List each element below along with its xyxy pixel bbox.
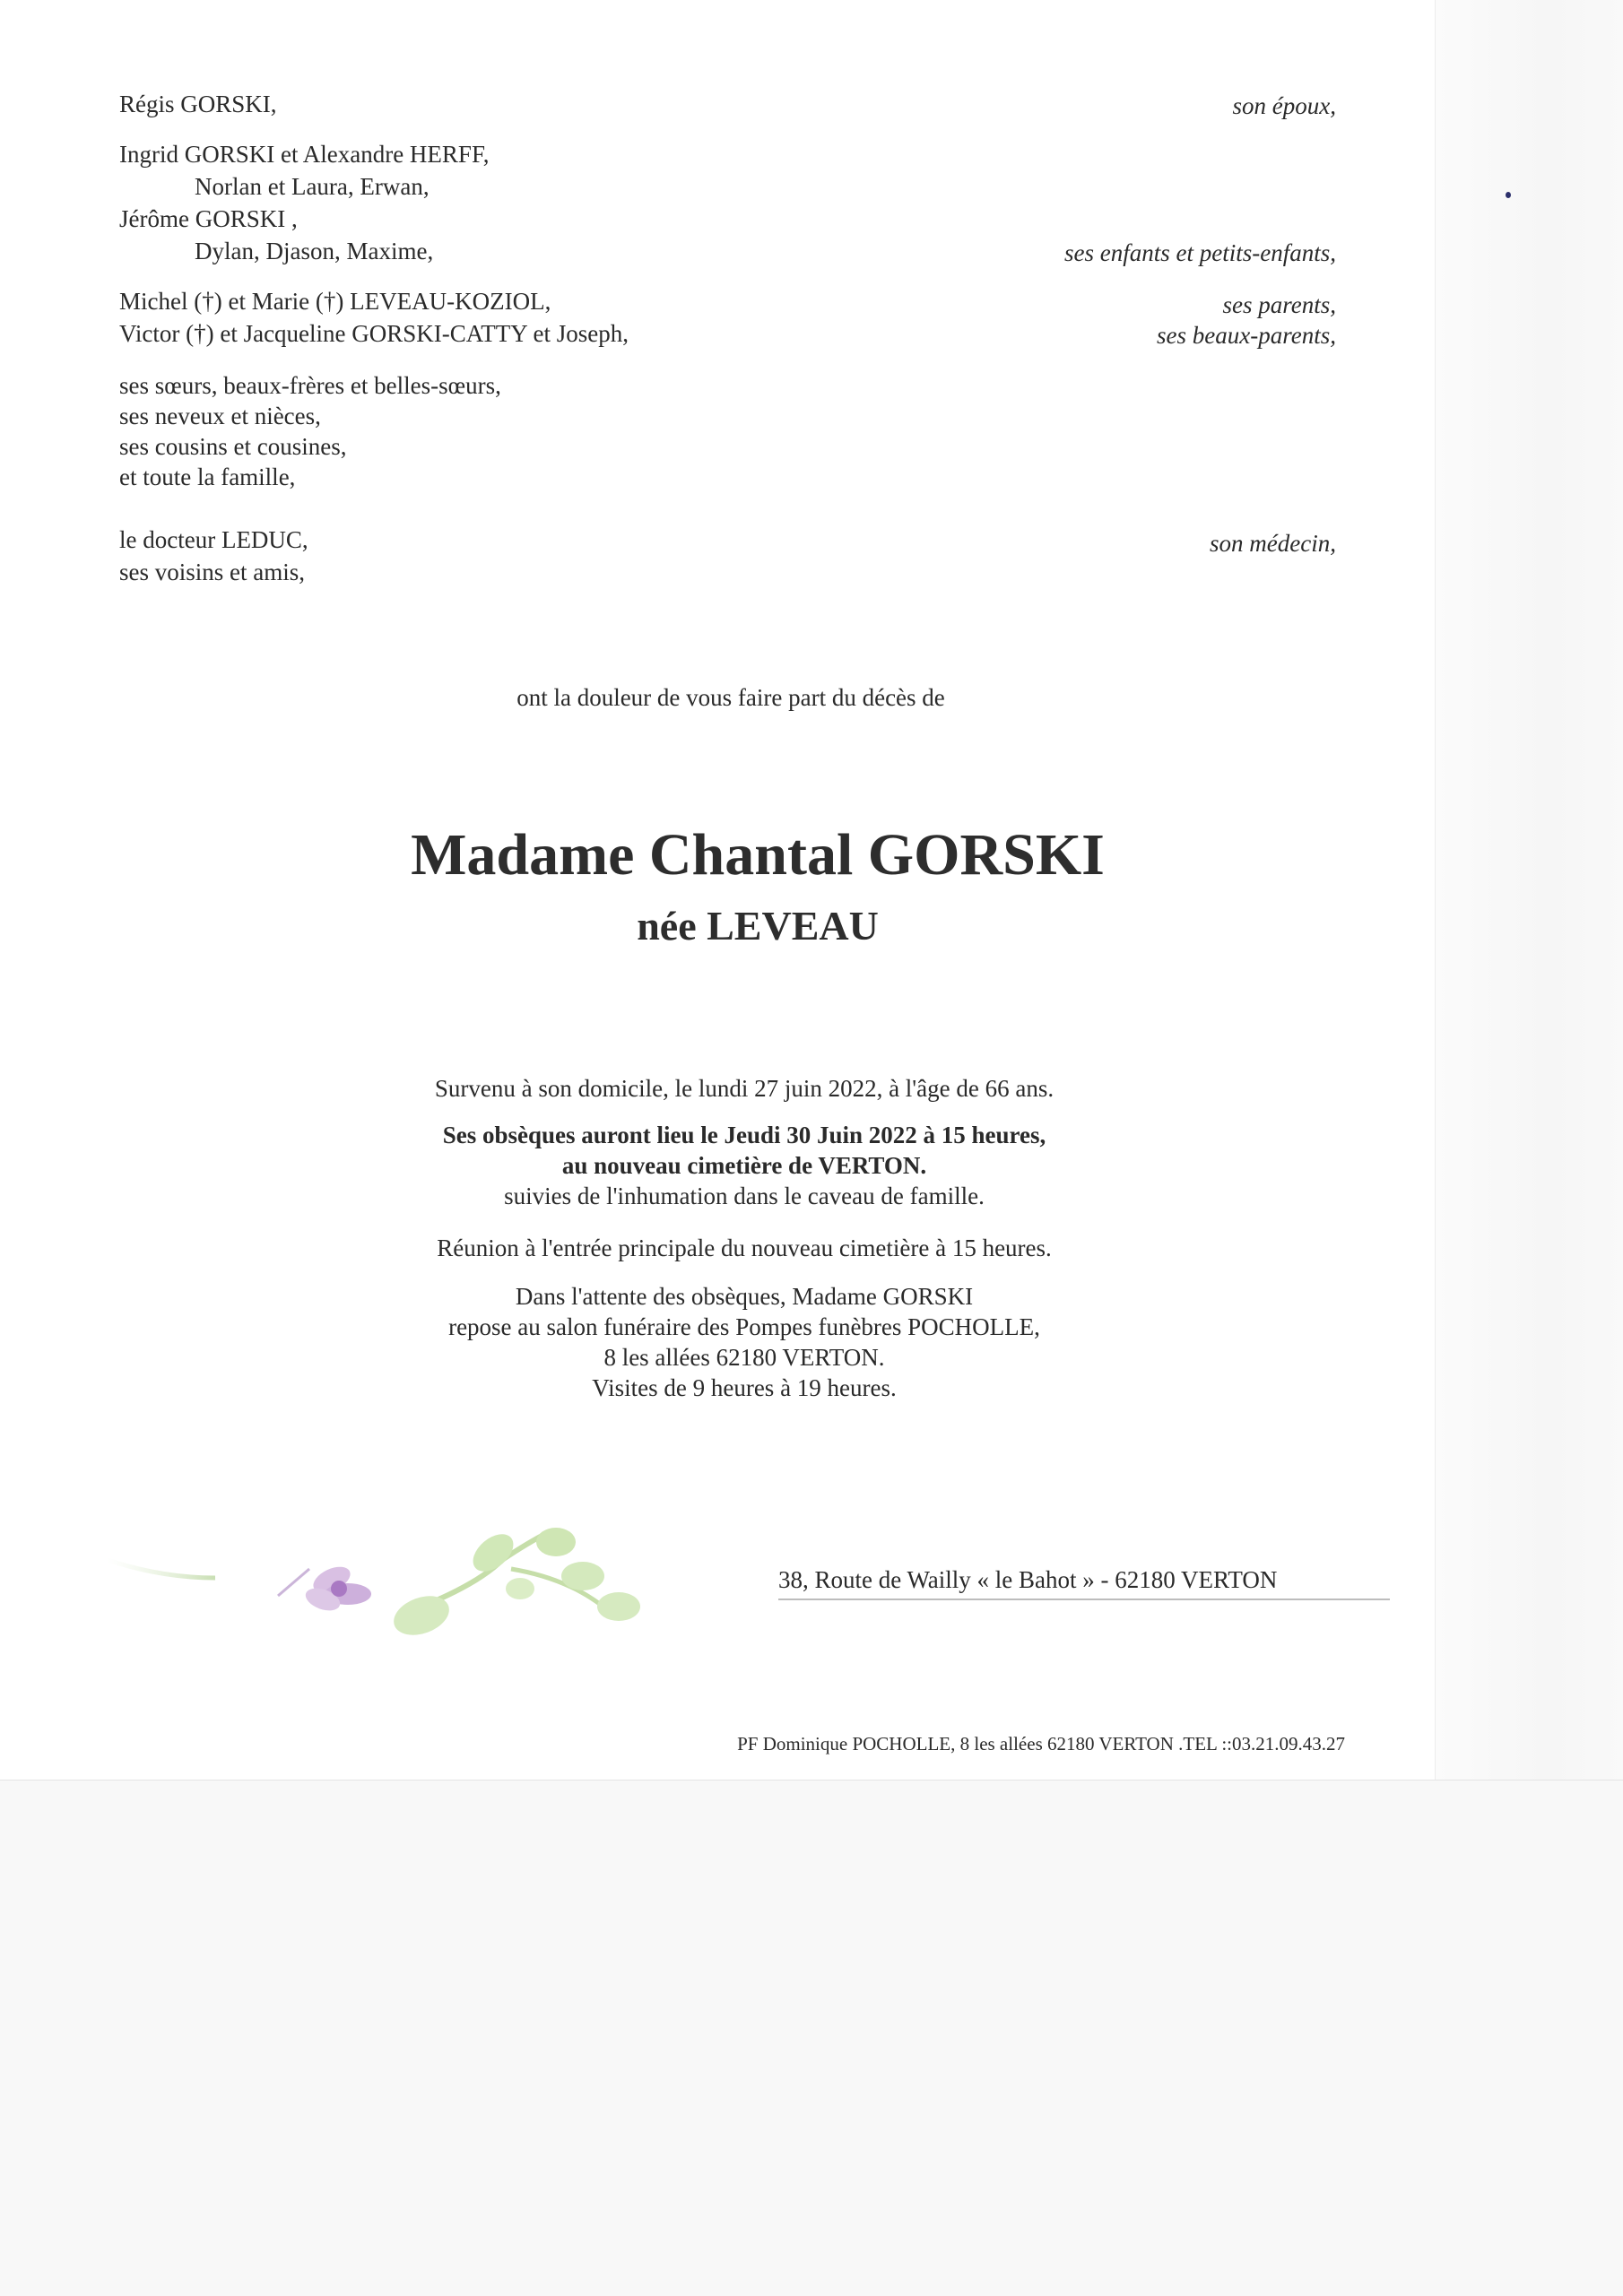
- funeral-line-1: Ses obsèques auront lieu le Jeudi 30 Juin 2022 à 15 heures,: [442, 1122, 1046, 1148]
- family-cousins: ses cousins et cousines,: [119, 433, 347, 460]
- family-neighbors: ses voisins et amis,: [119, 559, 305, 585]
- orchid-flower: [278, 1562, 371, 1615]
- funeral-line-2: au nouveau cimetière de VERTON.: [561, 1152, 927, 1179]
- family-norlan: Norlan et Laura, Erwan,: [195, 173, 430, 200]
- meeting-notice: Réunion à l'entrée principale du nouveau cimetière à 15 heures.: [437, 1235, 1052, 1261]
- family-all: et toute la famille,: [119, 464, 296, 490]
- family-regis: Régis GORSKI,: [119, 91, 277, 117]
- death-notice: Survenu à son domicile, le lundi 27 juin 2022, à l'âge de 66 ans.: [434, 1075, 1055, 1102]
- rest-line-2: repose au salon funéraire des Pompes funèbres POCHOLLE,: [448, 1313, 1040, 1340]
- announcement-intro: ont la douleur de vous faire part du décès de: [516, 684, 945, 711]
- orchid-buds: [388, 1527, 640, 1642]
- address-line: 38, Route de Wailly « le Bahot » - 62180 VERTON: [778, 1566, 1278, 1593]
- family-doctor: le docteur LEDUC,: [119, 526, 308, 553]
- burial-notice: suivies de l'inhumation dans le caveau de famille.: [504, 1183, 985, 1209]
- role-parents: ses parents,: [1222, 291, 1336, 318]
- family-siblings: ses sœurs, beaux-frères et belles-sœurs,: [119, 372, 501, 399]
- rest-line-1: Dans l'attente des obsèques, Madame GORSKI: [515, 1283, 974, 1310]
- role-inlaws: ses beaux-parents,: [1157, 322, 1336, 349]
- visits-notice: Visites de 9 heures à 19 heures.: [592, 1374, 897, 1401]
- ink-speck: [1506, 192, 1511, 198]
- address-underline: [778, 1599, 1390, 1600]
- family-dylan: Dylan, Djason, Maxime,: [195, 238, 434, 264]
- role-children: ses enfants et petits-enfants,: [1064, 239, 1336, 266]
- family-michel: Michel (†) et Marie (†) LEVEAU-KOZIOL,: [119, 288, 551, 315]
- family-victor: Victor (†) et Jacqueline GORSKI-CATTY et Joseph,: [119, 320, 629, 347]
- funeral-home-footer: PF Dominique POCHOLLE, 8 les allées 62180 VERTON .TEL ::03.21.09.43.27: [737, 1733, 1345, 1754]
- family-ingrid: Ingrid GORSKI et Alexandre HERFF,: [119, 141, 490, 168]
- role-spouse: son époux,: [1232, 92, 1336, 119]
- family-jerome: Jérôme GORSKI ,: [119, 205, 298, 232]
- maiden-name: née LEVEAU: [637, 903, 879, 949]
- scan-edge-right: [1435, 0, 1623, 1780]
- orchid-stem: [108, 1560, 215, 1578]
- orchid-illustration: [99, 1506, 708, 1650]
- role-doctor: son médecin,: [1210, 530, 1336, 557]
- rest-line-3: 8 les allées 62180 VERTON.: [603, 1344, 885, 1371]
- scan-edge-bottom: [0, 1780, 1623, 2296]
- deceased-name: Madame Chantal GORSKI: [411, 822, 1105, 888]
- family-nephews: ses neveux et nièces,: [119, 403, 321, 429]
